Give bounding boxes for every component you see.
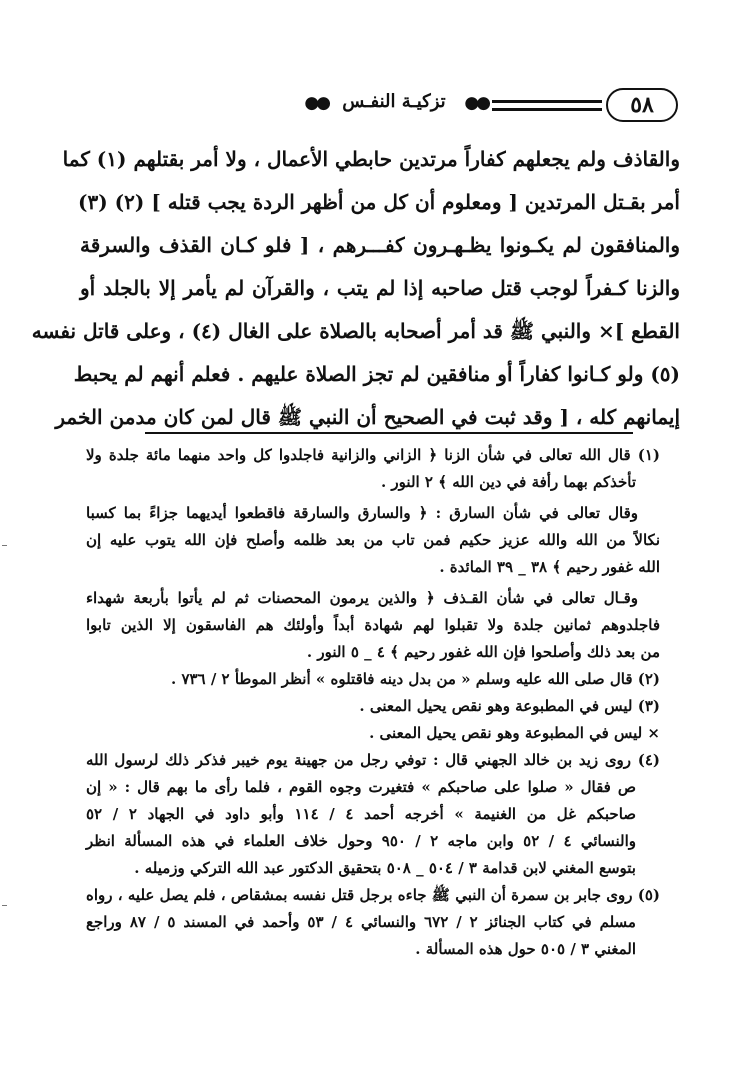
- text-line: والقاذف ولم يجعلهم كفاراً مرتدين حابطي الأعمال ، ولا أمر بقتلهم (١) كما: [62, 147, 680, 171]
- scan-mark: [2, 545, 7, 546]
- footnote-line: وقـال تعالى في شأن القـذف ﴿ والذين يرمون المحصنات ثم لم يأتوا بأربعة شهداء: [86, 589, 638, 607]
- footnote-line: فاجلدوهم ثمانين جلدة ولا تقبلوا لهم شهادة أبداً وأولئك هم الفاسقون إلا الذين تابوا: [86, 616, 660, 634]
- footnote-line: (١) قال الله تعالى في شأن الزنا ﴿ الزاني والزانية فاجلدوا كل واحد منهما مائة جلدة ولا: [86, 446, 660, 464]
- footnote-line: وقال تعالى في شأن السارق : ﴿ والسارق والسارقة فاقطعوا أيديهما جزاءً بما كسبا: [86, 504, 638, 522]
- header-rule: [492, 100, 602, 103]
- footnote-line: مسلم في كتاب الجنائز ٢ / ٦٧٢ والنسائي ٤ / ٥٣ وأحمد في المسند ٥ / ٨٧ وراجع: [86, 913, 636, 931]
- footnote-line: ص فقال « صلوا على صاحبكم » فتغيرت وجوه القوم ، فلما رأى ما بهم قال : « إن: [86, 778, 636, 796]
- header-rule: [492, 108, 602, 111]
- page-number: ٥٨: [606, 88, 678, 122]
- footnote-line: (٢) قال صلى الله عليه وسلم « من بدل دينه فاقتلوه » أنظر الموطأ ٢ / ٧٣٦ .: [170, 670, 660, 688]
- footnote-line: (٤) روى زيد بن خالد الجهني قال : توفي رجل من جهينة يوم خيبر فذكر ذلك لرسول الله: [86, 751, 660, 769]
- footnote-line: × ليس في المطبوعة وهو نقص يحيل المعنى .: [369, 724, 660, 742]
- main-text: [31, 138, 680, 439]
- footnote-separator: [145, 432, 633, 434]
- footnote-line: الله غفور رحيم ﴾ ٣٨ _ ٣٩ المائدة .: [439, 558, 660, 576]
- footnote-line: تأخذكم بهما رأفة في دين الله ﴾ ٢ النور .: [380, 473, 636, 491]
- footnote-line: المغني ٣ / ٥٠٥ حول هذه المسألة .: [415, 940, 636, 958]
- text-line: إيمانهم كله ، [ وقد ثبت في الصحيح أن النبي ﷺ قال لمن كان مدمن الخمر: [55, 405, 680, 429]
- scan-mark: [2, 905, 7, 906]
- text-line: أمر بقـتل المرتدين [ ومعلوم أن كل من أظهر الردة يجب قتله ] (٢) (٣): [78, 190, 680, 214]
- page-header: [60, 88, 678, 122]
- footnote-line: (٣) ليس في المطبوعة وهو نقص يحيل المعنى .: [359, 697, 660, 715]
- footnote-line: والنسائي ٤ / ٥٢ وابن ماجه ٢ / ٩٥٠ وحول خلاف العلماء في هذه المسألة انظر: [86, 832, 636, 850]
- footnote-line: (٥) روى جابر بن سمرة أن النبي ﷺ جاءه برجل قتل نفسه بمشقاص ، فلم يصل عليه ، رواه: [86, 886, 660, 904]
- running-title: تزكيـة النفـس: [342, 91, 446, 112]
- footnote-line: صاحبكم غل من الغنيمة » أخرجه أحمد ٤ / ١١٤ وأبو داود في الجهاد ٢ / ٥٢: [86, 805, 636, 823]
- footnotes: [86, 442, 660, 963]
- ornament-dots-icon: ●●: [304, 93, 328, 113]
- footnote-line: نكالاً من الله والله عزيز حكيم فمن تاب من بعد ظلمه وأصلح فإن الله يتوب عليه إن: [86, 531, 660, 549]
- ornament-dots-icon: ●●: [464, 93, 488, 113]
- text-line: (٥) ولو كـانوا كفاراً أو منافقين لم تجز الصلاة عليهم . فعلم أنهم لم يحبط: [73, 362, 680, 386]
- text-line: والمنافقون لم يكـونوا يظـهـرون كفـــرهم ، [ فلو كـان القذف والسرقة: [80, 233, 680, 257]
- footnote-line: من بعد ذلك وأصلحوا فإن الله غفور رحيم ﴾ ٤ _ ٥ النور .: [306, 643, 660, 661]
- text-line: القطع ]× والنبي ﷺ قد أمر أصحابه بالصلاة على الغال (٤) ، وعلى قاتل نفسه: [31, 319, 680, 343]
- text-line: والزنا كـفراً لوجب قتل صاحبه إذا لم يتب ، والقرآن لم يأمر إلا بالجلد أو: [80, 276, 680, 300]
- footnote-line: بتوسع المغني لابن قدامة ٣ / ٥٠٤ _ ٥٠٨ بتحقيق الدكتور عبد الله التركي وزميله .: [134, 859, 636, 877]
